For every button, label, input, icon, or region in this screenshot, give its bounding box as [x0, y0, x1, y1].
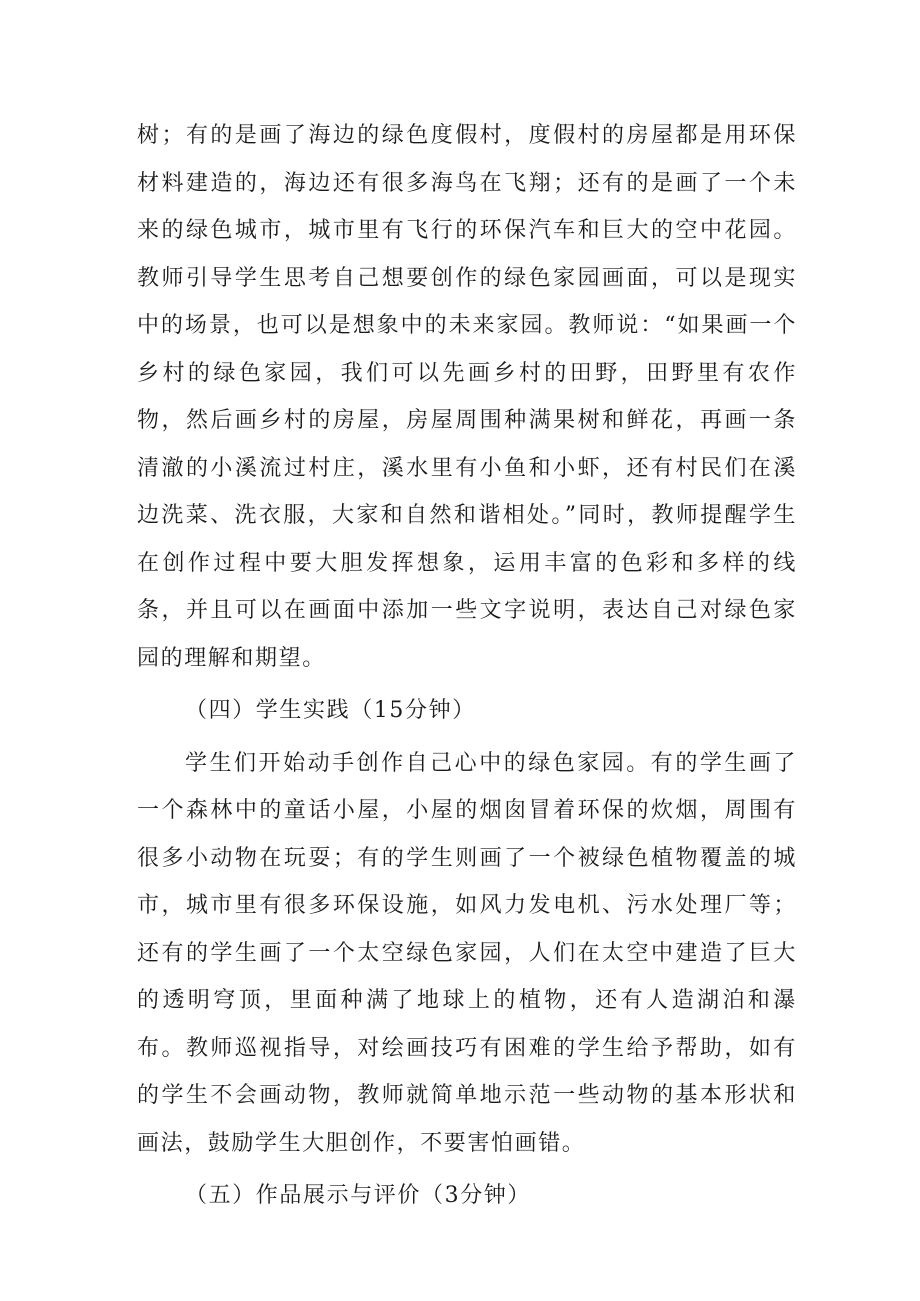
document-body — [137, 112, 797, 1225]
section-heading-student-practice: （四）学生实践（15分钟） — [185, 698, 476, 723]
body-paragraph-continuation: 树；有的是画了海边的绿色度假村，度假村的房屋都是用环保材料建造的，海边还有很多海鸟在飞翔；还有的是画了一个未来的绿色城市，城市里有飞行的环保汽车和巨大的空中花园。教师引导学生思考自己想要创作的绿色家园画面，可以是现实中的场景，也可以是想象中的未来家园。教师说：“如果画一个乡村的绿色家园，我们可以先画乡村的田野，田野里有农作物，然后画乡村的房屋，房屋周围种满果树和鲜花，再画一条清澈的小溪流过村庄，溪水里有小鱼和小虾，还有村民们在溪边洗菜、洗衣服，大家和自然和谐相处。”同时，教师提醒学生在创作过程中要大胆发挥想象，运用丰富的色彩和多样的线条，并且可以在画面中添加一些文字说明，表达自己对绿色家园的理解和期望。 — [137, 123, 797, 671]
body-paragraph-student-practice: 学生们开始动手创作自己心中的绿色家园。有的学生画了一个森林中的童话小屋，小屋的烟囱冒着环保的炊烟，周围有很多小动物在玩耍；有的学生则画了一个被绿色植物覆盖的城市，城市里有很多环保设施，如风力发电机、污水处理厂等；还有的学生画了一个太空绿色家园，人们在太空中建造了巨大的透明穹顶，里面种满了地球上的植物，还有人造湖泊和瀑布。教师巡视指导，对绘画技巧有困难的学生给予帮助，如有的学生不会画动物，教师就简单地示范一些动物的基本形状和画法，鼓励学生大胆创作，不要害怕画错。 — [137, 750, 797, 1156]
section-heading-work-showcase: （五）作品展示与评价（3分钟） — [185, 1183, 531, 1208]
